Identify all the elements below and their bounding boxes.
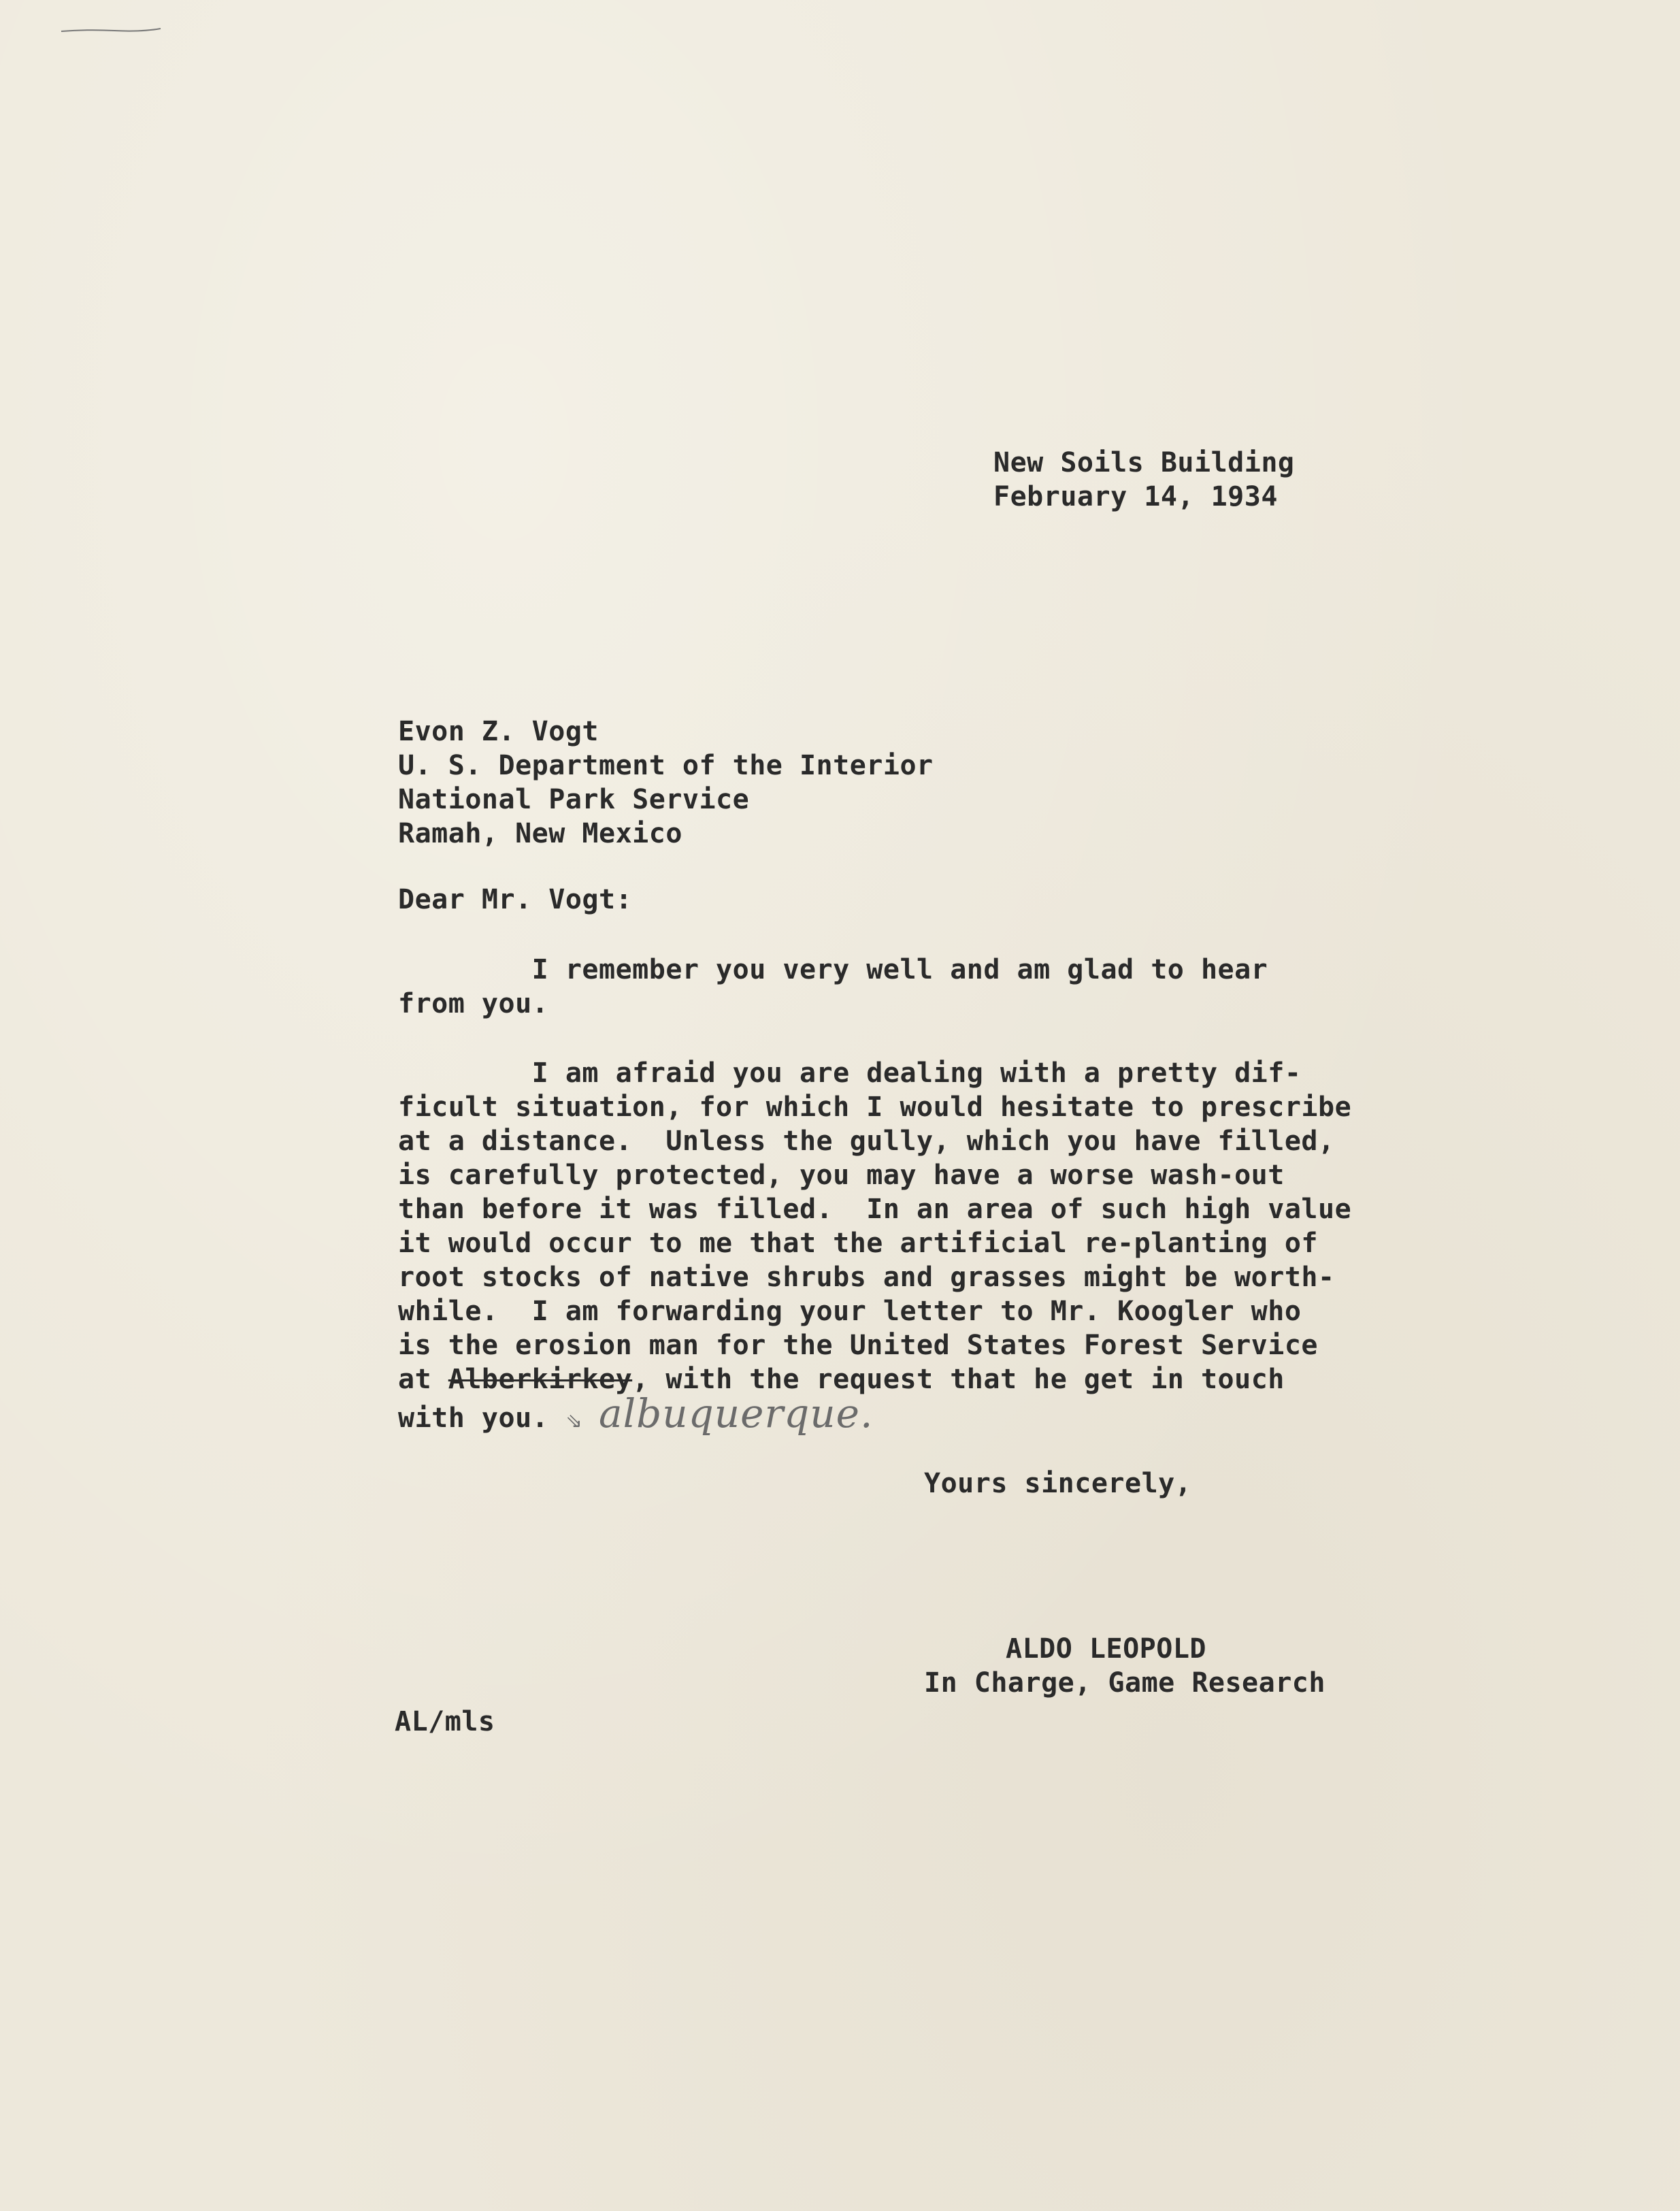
paragraph-line: than before it was filled. In an area of such high value <box>398 1194 1352 1225</box>
paragraph-line: is the erosion man for the United States Forest Service <box>398 1330 1319 1361</box>
line-text: with you. <box>398 1403 549 1434</box>
line-suffix: , with the request that he get in touch <box>632 1364 1285 1395</box>
paragraph-line: from you. <box>398 988 549 1019</box>
paragraph-line: at a distance. Unless the gully, which you have filled, <box>398 1126 1335 1157</box>
handwritten-correction: albuquerque. <box>599 1390 874 1437</box>
address-line: U. S. Department of the Interior <box>398 750 934 781</box>
line-prefix: at <box>398 1364 448 1395</box>
paragraph-line: I remember you very well and am glad to hear <box>398 954 1268 985</box>
address-line: National Park Service <box>398 784 750 815</box>
signature-name: ALDO LEOPOLD <box>1006 1633 1206 1665</box>
paragraph-line <box>398 1362 1351 1396</box>
paragraph-line: it would occur to me that the artificial re-planting of <box>398 1228 1319 1259</box>
struck-word: Alberkirkey <box>448 1364 633 1395</box>
heading-building: New Soils Building <box>993 447 1295 478</box>
paragraph-line: root stocks of native shrubs and grasses might be worth- <box>398 1262 1335 1293</box>
address-line: Evon Z. Vogt <box>398 716 599 747</box>
closing: Yours sincerely, <box>924 1468 1192 1499</box>
signature-title: In Charge, Game Research <box>924 1667 1325 1699</box>
recipient-address <box>398 715 934 851</box>
address-line: Ramah, New Mexico <box>398 818 682 849</box>
handwritten-arrow-icon: ⇘ <box>565 1403 582 1434</box>
paragraph-2 <box>398 1056 1351 1435</box>
paragraph-line: ficult situation, for which I would hesitate to prescribe <box>398 1092 1352 1123</box>
typist-initials: AL/mls <box>395 1706 495 1737</box>
heading-date: February 14, 1934 <box>993 481 1278 512</box>
paragraph-line: I am afraid you are dealing with a pretty dif- <box>398 1058 1302 1089</box>
paragraph-1 <box>398 953 1268 1021</box>
signature-block <box>924 1632 1325 1700</box>
paragraph-line: while. I am forwarding your letter to Mr. Koogler who <box>398 1296 1302 1327</box>
paragraph-line <box>398 1390 1351 1437</box>
corner-pencil-mark <box>60 27 162 34</box>
letter-heading <box>993 446 1294 514</box>
paragraph-line: is carefully protected, you may have a worse wash-out <box>398 1160 1285 1191</box>
salutation: Dear Mr. Vogt: <box>398 884 633 915</box>
